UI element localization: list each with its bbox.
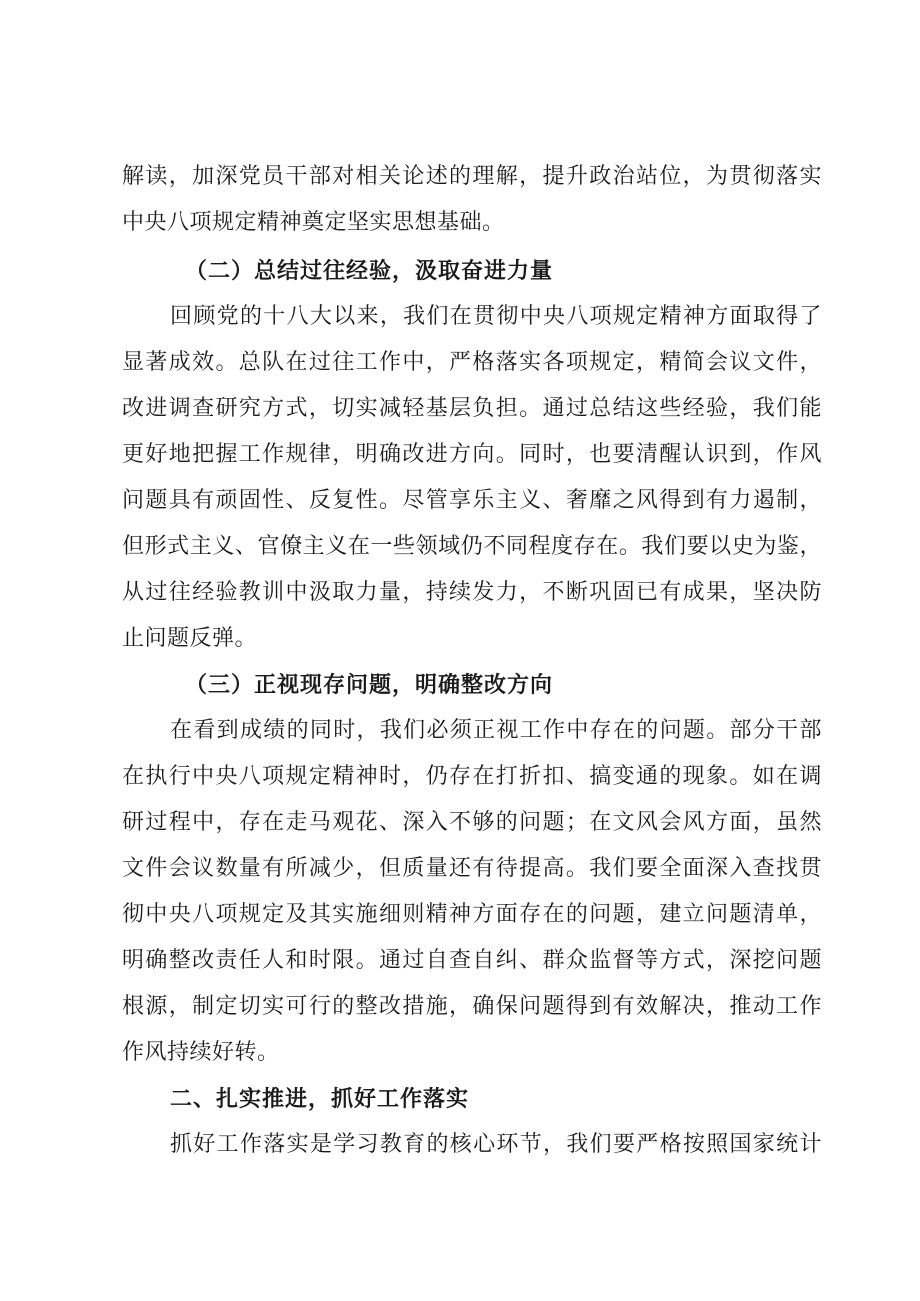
paragraph-line: 研过程中，存在走马观花、深入不够的问题；在文风会风方面，虽然 bbox=[122, 810, 822, 835]
paragraph-line: 作风持续好转。 bbox=[122, 1040, 280, 1065]
paragraph-line: 根源，制定切实可行的整改措施，确保问题得到有效解决，推动工作 bbox=[122, 994, 822, 1019]
paragraph-line: 在执行中央八项规定精神时，仍存在打折扣、搞变通的现象。如在调 bbox=[122, 764, 822, 789]
paragraph-line: 彻中央八项规定及其实施细则精神方面存在的问题，建立问题清单， bbox=[122, 902, 822, 927]
paragraph-line: 问题具有顽固性、反复性。尽管享乐主义、奢靡之风得到有力遏制， bbox=[122, 488, 822, 513]
paragraph-line: 但形式主义、官僚主义在一些领域仍不同程度存在。我们要以史为鉴， bbox=[122, 534, 822, 559]
paragraph-line: 改进调查研究方式，切实减轻基层负担。通过总结这些经验，我们能 bbox=[122, 396, 822, 421]
paragraph-line: 文件会议数量有所减少，但质量还有待提高。我们要全面深入查找贯 bbox=[122, 856, 822, 881]
section-heading: （三）正视现存问题，明确整改方向 bbox=[185, 672, 554, 698]
paragraph-line: 显著成效。总队在过往工作中，严格落实各项规定，精简会议文件， bbox=[122, 350, 822, 375]
paragraph-line: 止问题反弹。 bbox=[122, 626, 258, 651]
paragraph-line: 回顾党的十八大以来，我们在贯彻中央八项规定精神方面取得了 bbox=[170, 304, 822, 329]
paragraph-line: 从过往经验教训中汲取力量，持续发力，不断巩固已有成果，坚决防 bbox=[122, 580, 822, 605]
paragraph-line: 解读，加深党员干部对相关论述的理解，提升政治站位，为贯彻落实 bbox=[122, 164, 822, 189]
paragraph-line: 明确整改责任人和时限。通过自查自纠、群众监督等方式，深挖问题 bbox=[122, 948, 822, 973]
paragraph-line: 中央八项规定精神奠定坚实思想基础。 bbox=[122, 210, 505, 235]
section-heading: （二）总结过往经验，汲取奋进力量 bbox=[185, 258, 554, 284]
paragraph-line: 在看到成绩的同时，我们必须正视工作中存在的问题。部分干部 bbox=[170, 718, 822, 743]
part-heading: 二、扎实推进，抓好工作落实 bbox=[170, 1086, 470, 1112]
paragraph-line: 更好地把握工作规律，明确改进方向。同时，也要清醒认识到，作风 bbox=[122, 442, 822, 467]
paragraph-line: 抓好工作落实是学习教育的核心环节，我们要严格按照国家统计 bbox=[170, 1132, 822, 1157]
